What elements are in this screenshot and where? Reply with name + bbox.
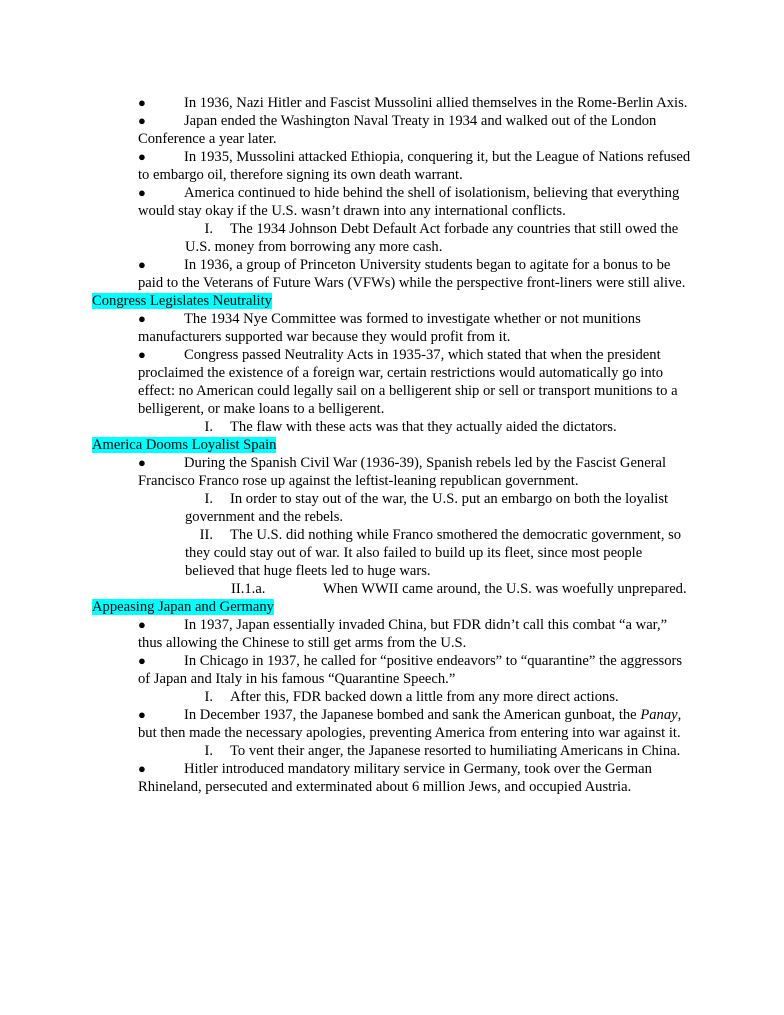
list-item: ● The 1934 Nye Committee was formed to investigate whether or not munitions manufacturers supported war because they would profit from it. <box>138 311 641 345</box>
sub-list-item: I. The 1934 Johnson Debt Default Act forbade any countries that still owed the U.S. money from borrowing any more cash. <box>185 220 692 256</box>
list-item: ● Hitler introduced mandatory military service in Germany, took over the German Rhineland, persecuted and exterminated about 6 million Jews, and occupied Austria. <box>138 761 652 795</box>
bullet-icon: ● <box>138 455 146 470</box>
bullet-icon: ● <box>138 617 146 632</box>
bullet-icon: ● <box>138 113 146 128</box>
list-item: ● In 1936, a group of Princeton University students began to agitate for a bonus to be paid to the Veterans of Future Wars (VFWs) while the perspective front-liners were still alive. <box>138 257 686 291</box>
list-number: I. <box>204 419 213 435</box>
list-item: ● In December 1937, the Japanese bombed and sank the American gunboat, the Panay, but then made the necessary apologies, preventing America from entering into war against it. <box>138 707 682 741</box>
list-number: I. <box>204 743 213 759</box>
list-number: I. <box>204 221 213 237</box>
bullet-icon: ● <box>138 653 146 668</box>
list-item: ● In 1936, Nazi Hitler and Fascist Mussolini allied themselves in the Rome-Berlin Axis. <box>138 95 688 111</box>
list-item: ● America continued to hide behind the shell of isolationism, believing that everything would stay okay if the U.S. wasn’t drawn into any international conflicts. <box>138 185 680 219</box>
list-number: II.1.a. <box>231 581 266 597</box>
ship-name: Panay <box>640 707 678 723</box>
bullet-icon: ● <box>138 707 146 722</box>
bullet-icon: ● <box>138 257 146 272</box>
list-item: ● In 1935, Mussolini attacked Ethiopia, conquering it, but the League of Nations refused to embargo oil, therefore signing its own death warrant. <box>138 149 691 183</box>
document-body <box>92 94 692 796</box>
sub-list-item: I. In order to stay out of the war, the U.S. put an embargo on both the loyalist government and the rebels. <box>185 490 692 526</box>
bullet-icon: ● <box>138 149 146 164</box>
bullet-icon: ● <box>138 347 146 362</box>
section-heading: Congress Legislates Neutrality <box>92 293 272 309</box>
sub-list-item: I. To vent their anger, the Japanese resorted to humiliating Americans in China. <box>185 742 692 760</box>
bullet-icon: ● <box>138 95 146 110</box>
sub-list-item: I. After this, FDR backed down a little from any more direct actions. <box>185 688 692 706</box>
list-item: ● In Chicago in 1937, he called for “positive endeavors” to “quarantine” the aggressors of Japan and Italy in his famous “Quarantine Speech.” <box>138 653 683 687</box>
list-item: ● In 1937, Japan essentially invaded China, but FDR didn’t call this combat “a war,” thus allowing the Chinese to still get arms from the U.S. <box>138 617 668 651</box>
list-number: II. <box>199 527 213 543</box>
sub-list-item: II. The U.S. did nothing while Franco smothered the democratic government, so they could stay out of war. It also failed to build up its fleet, since most people believed that huge fleets led to huge wars. <box>185 526 692 580</box>
section-heading: America Dooms Loyalist Spain <box>92 437 277 453</box>
list-number: I. <box>204 689 213 705</box>
list-item: ● During the Spanish Civil War (1936-39), Spanish rebels led by the Fascist General Francisco Franco rose up against the leftist-leaning republican government. <box>138 455 667 489</box>
sub-sub-list-item: II.1.a. When WWII came around, the U.S. was woefully unprepared. <box>231 581 687 597</box>
bullet-icon: ● <box>138 761 146 776</box>
bullet-icon: ● <box>138 185 146 200</box>
list-item: ● Congress passed Neutrality Acts in 1935-37, which stated that when the president proclaimed the existence of a foreign war, certain restrictions would automatically go into effect: no American could legally sail on a belligerent ship or sell or transport munitions to a belligerent, or make loans to a belligerent. <box>138 347 678 417</box>
list-item: ● Japan ended the Washington Naval Treaty in 1934 and walked out of the London Conference a year later. <box>138 113 657 147</box>
section-heading: Appeasing Japan and Germany <box>92 599 274 615</box>
sub-list-item: I. The flaw with these acts was that they actually aided the dictators. <box>185 418 692 436</box>
bullet-icon: ● <box>138 311 146 326</box>
list-number: I. <box>204 491 213 507</box>
